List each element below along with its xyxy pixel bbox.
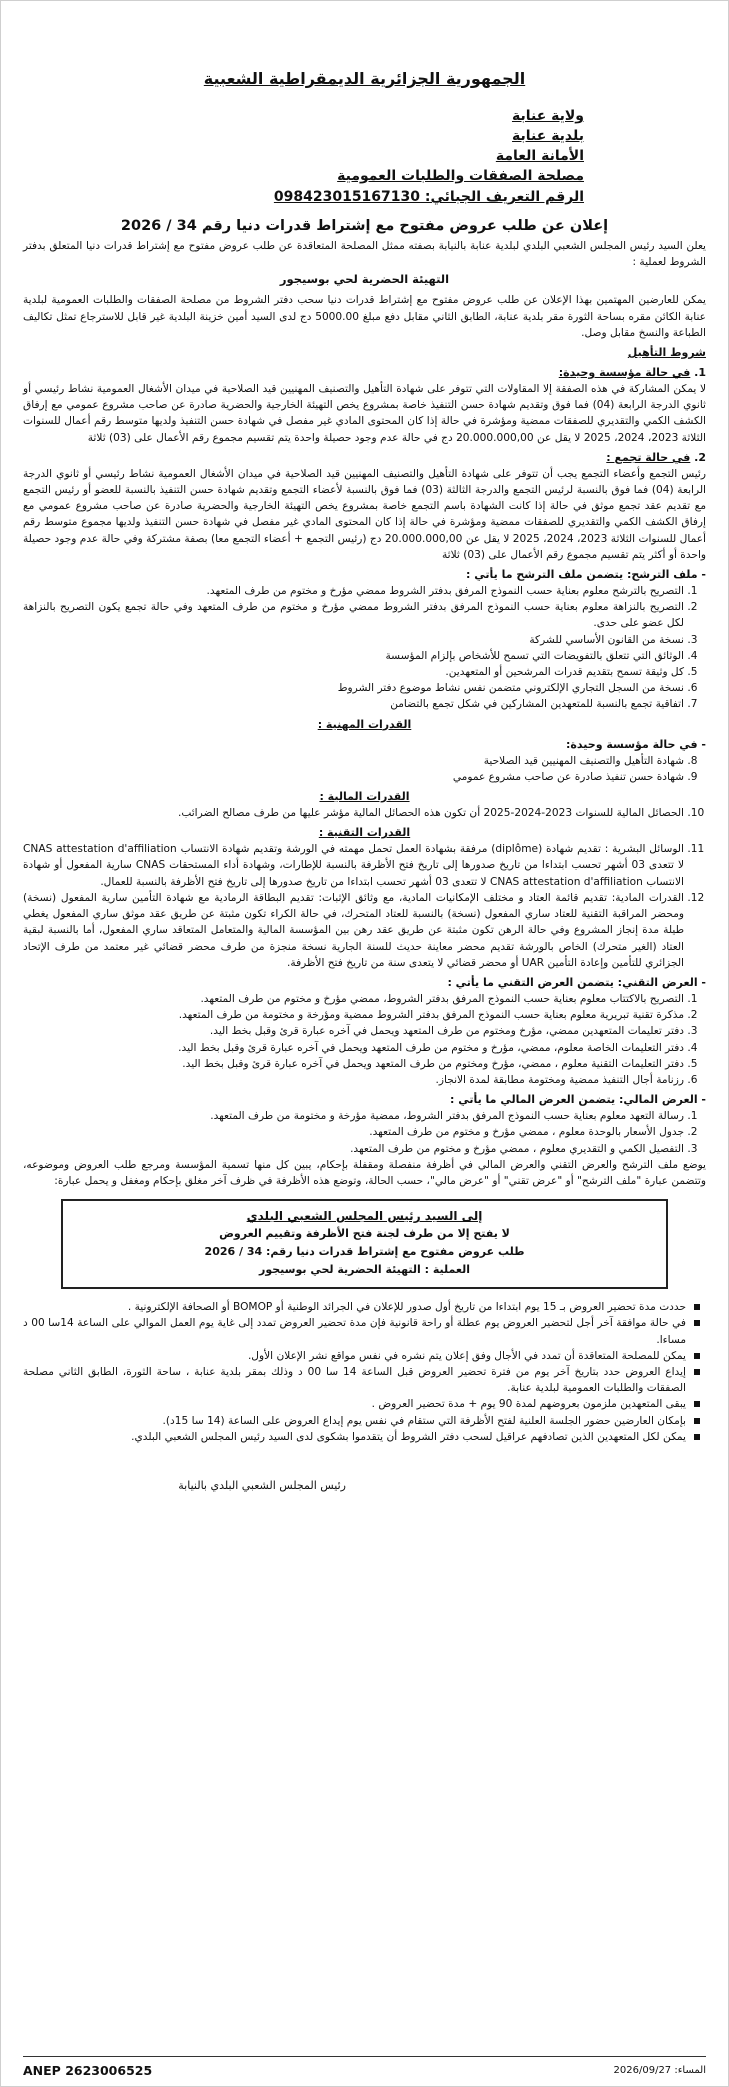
service-name: مصلحة الصفقات والطلبات العمومية bbox=[337, 168, 584, 184]
list-item: 8. شهادة التأهيل والتصنيف المهنيين قيد الصلاحية bbox=[23, 753, 684, 769]
professional-heading: القدرات المهنية : bbox=[317, 717, 412, 731]
list-item: يبقى المتعهدين ملزمون بعروضهم لمدة 90 يوم + مدة تحضير العروض . bbox=[23, 1396, 686, 1412]
box-line-3: العملية : التهيئة الحضرية لحي بوسيجور bbox=[259, 1263, 470, 1277]
tax-id: الرقم التعريف الجبائي: 098423015167130 bbox=[273, 189, 584, 205]
page-footer bbox=[23, 2056, 706, 2078]
candidature-heading: - ملف الترشح: يتضمن ملف الترشح ما يأتي : bbox=[466, 568, 706, 582]
list-item: 11. الوسائل البشرية : تقديم شهادة (diplôme) مرفقة بشهادة العمل تحمل مهمته في الورشة وتقديم شهادة الانتساب CNAS attestation d'affiliation لا تتعدى 03 أشهر تحسب ابتداءا من تاريخ صدورها إلى تاريخ فتح الأظرفة بالنسبة للإطارات، وشهادة أداء المستحقات CNAS سارية المفعول أو شهادة الانتساب CNAS attestation d'affiliation لا تتعدى 03 أشهر تحسب ابتداءا من تاريخ صدورها إلى تاريخ فتح الأظرفة بالنسبة للعمال. bbox=[23, 841, 684, 890]
list-item: حددت مدة تحضير العروض بـ 15 يوم ابتداءا من تاريخ أول صدور للإعلان في الجرائد الوطنية أو BOMOP أو الصحافة الإلكترونية . bbox=[23, 1299, 686, 1315]
list-item: 2. مذكرة تقنية تبريرية معلوم بعناية حسب النموذج المرفق بدفتر الشروط ممضية ومؤرخة و مختومة من طرف المتعهد. bbox=[23, 1007, 684, 1023]
financial-list bbox=[23, 805, 706, 821]
list-item: 3. التفصيل الكمي و التقديري معلوم ، ممضي مؤرخ و مختوم من طرف المتعهد. bbox=[23, 1141, 684, 1157]
list-item: 5. كل وثيقة تسمح بتقديم قدرات المرشحين أو المتعهدين. bbox=[23, 664, 684, 680]
case1-title: 1. في حالة مؤسسة وحيدة: bbox=[558, 366, 706, 380]
case2-title: 2. في حالة تجمع : bbox=[606, 450, 706, 464]
conditions-list bbox=[23, 1299, 706, 1445]
list-item: بإمكان العارضين حضور الجلسة العلنية لفتح الأظرفة التي ستقام في نفس يوم إيداع العروض على الساعة (14 سا 15د). bbox=[23, 1413, 686, 1429]
technical-heading: القدرات التقنية : bbox=[318, 826, 411, 840]
box-addressee: إلى السيد رئيس المجلس الشعبي البلدي bbox=[246, 1209, 483, 1224]
operation-title: التهيئة الحضرية لحي بوسيجور bbox=[279, 272, 450, 287]
secretariat-name: الأمانة العامة bbox=[495, 148, 584, 164]
notice-title: إعلان عن طلب عروض مفتوح مع إشتراط قدرات دنيا رقم 34 / 2026 bbox=[120, 218, 609, 234]
withdrawal-paragraph: يمكن للعارضين المهتمين بهذا الإعلان عن طلب عروض مفتوح مع إشتراط قدرات دنيا سحب دفتر الشروط من مصلحة الصفقات والطلبات العمومية لبلدية عنابة الكائن مقره بساحة الثورة مقر بلدية عنابة، الطابق الثاني مقابل دفع مبلغ 5000.00 دج لدى السيد أمين خزينة البلدية غير قابل للاسترجاع تمثل تكاليف الطباعة والنسخ مقابل وصل. bbox=[23, 294, 707, 339]
list-item: 6. رزنامة أجال التنفيذ ممضية ومختومة مطابقة لمدة الانجاز. bbox=[23, 1072, 684, 1088]
box-line-1: لا يفتح إلا من طرف لجنة فتح الأظرفة وتقييم العروض bbox=[219, 1227, 510, 1241]
qualification-heading: شروط التأهيل bbox=[627, 346, 706, 360]
list-item: يمكن للمصلحة المتعاقدة أن تمدد في الأجال وفق إعلان يتم نشره في نفس مواقع نشر الإعلان الأول. bbox=[23, 1348, 686, 1364]
list-item: 7. اتفاقية تجمع بالنسبة للمتعهدين المشاركين في شكل تجمع بالتضامن bbox=[23, 696, 684, 712]
list-item: في حالة موافقة آخر أجل لتحضير العروض يوم عطلة أو راحة قانونية فإن مدة تحضير العروض تمدد إلى غاية يوم العمل الموالي على الساعة 14سا 00 د مساءا. bbox=[23, 1315, 686, 1347]
professional-list bbox=[23, 753, 706, 785]
list-item: 4. دفتر التعليمات الخاصة معلوم، ممضي، مؤرخ و مختوم من طرف المتعهد ويحمل في آخره عبارة قرئ وقبل بخط اليد. bbox=[23, 1040, 684, 1056]
list-item: 3. نسخة من القانون الأساسي للشركة bbox=[23, 632, 684, 648]
signature: رئيس المجلس الشعبي البلدي بالنيابة bbox=[178, 1478, 346, 1492]
list-item: 1. رسالة التعهد معلوم بعناية حسب النموذج المرفق بدفتر الشروط، ممضية مؤرخة و مختومة من طرف المتعهد. bbox=[23, 1108, 684, 1124]
list-item: 6. نسخة من السجل التجاري الإلكتروني متضمن نفس نشاط موضوع دفتر الشروط bbox=[23, 680, 684, 696]
technical-list bbox=[23, 841, 706, 971]
technical-offer-heading: - العرض التقني: يتضمن العرض التقني ما يأتي : bbox=[447, 975, 706, 989]
commune-name: بلدية عنابة bbox=[512, 128, 584, 144]
envelope-paragraph: يوضع ملف الترشح والعرض التقني والعرض المالي في أظرفة منفصلة ومقفلة بإحكام، يبين كل منها تسمية المؤسسة ومرجع طلب العروض وموضوعه، وتتضمن عبارة "ملف الترشح" أو "عرض تقني" أو "عرض مالي"، حسب الحالة، وتوضع هذه الأظرفة في ظرف آخر مغلق بإحكام ومغفل و يحمل عبارة: bbox=[23, 1158, 706, 1187]
financial-heading: القدرات المالية : bbox=[319, 790, 410, 804]
anep-reference: ANEP 2623006525 bbox=[23, 2063, 153, 2078]
financial-offer-list bbox=[23, 1108, 706, 1157]
envelope-label-box bbox=[61, 1199, 668, 1289]
list-item: 9. شهادة حسن تنفيذ صادرة عن صاحب مشروع عمومي bbox=[23, 769, 684, 785]
list-item: 1. التصريح بالترشح معلوم بعناية حسب النموذج المرفق بدفتر الشروط ممضي مؤرخ و مختوم من طرف المتعهد. bbox=[23, 583, 684, 599]
intro-paragraph: يعلن السيد رئيس المجلس الشعبي البلدي لبلدية عنابة بالنيابة بصفته ممثل المصلحة المتعاقدة عن طلب عروض مفتوح مع إشتراط قدرات دنيا المتعلق بدفتر الشروط لعملية : bbox=[23, 240, 706, 269]
list-item: 2. التصريح بالنزاهة معلوم بعناية حسب النموذج المرفق بدفتر الشروط ممضي مؤرخ و مختوم من طرف المتعهد وفي حالة تجمع يكون التصريح بالنزاهة لكل عضو على حدى. bbox=[23, 599, 684, 631]
list-item: إيداع العروض حدد بتاريخ آخر يوم من فترة تحضير العروض قبل الساعة 14 سا 00 د وذلك بمقر بلدية عنابة ، ساحة الثورة، الطابق الثاني مصلحة الصفقات والطلبات العمومية لبلدية عنابة. bbox=[23, 1364, 686, 1396]
issuer-header bbox=[23, 106, 706, 208]
list-item: 12. القدرات المادية: تقديم قائمة العتاد و مختلف الإمكانيات المادية، مع وثائق الإثبات: تقديم البطاقة الرمادية مع شهادة التأمين سارية المفعول (نسخة) ومحضر المراقبة التقنية للعتاد ساري المفعول (نسخة) بالنسبة للعتاد المتحرك، في حالة الكراء تكون مثبتة عن طريق عقد موثق ساري المفعول يغطي طيلة مدة إنجاز المشروع وفي حالة الرهن تكون مثبتة عن طريق عقد رهن بين المؤسسة المالية والمتعامل المتعاقد ساري المفعول، أما بالنسبة لبقية العتاد (الغير متحرك) الخاص بالورشة تقديم محضر معاينة حديث للسنة الجارية نسخة منجزة من طرف محضر قضائي غير معتمد من طرف الإتحاد الجزائري للتأمين وإعادة التأمين UAR أو محضر قضائي لا يتعدى سنة من تاريخ فتح الأظرفة. bbox=[23, 890, 684, 971]
box-line-2: طلب عروض مفتوح مع إشتراط قدرات دنيا رقم: 34 / 2026 bbox=[204, 1245, 525, 1259]
candidature-list bbox=[23, 583, 706, 713]
case1-text: لا يمكن المشاركة في هذه الصفقة إلا المقاولات التي تتوفر على شهادة التأهيل والتصنيف المهنيين قيد الصلاحية في ميدان الأشغال العمومية نشاط رئيسي أو ثانوي الدرجة الرابعة (04) فما فوق وتقديم شهادة حسن التنفيذ خاصة بمشروع يخص التهيئة الخارجية والحضرية صادرة عن صاحب مشروع عمومي مع إرفاق الكشف الكمي والتقديري للصفقات ممضية ومؤشرة في حالة إذا كان المحتوى المادي غير مفصل في شهادة حسن التنفيذ ولديها متوسط رقم أعمال للسنوات الثلاثة 2023، 2024، 2025 لا يقل عن 20.000.000,00 دج في حالة عدم وجود حصيلة واحدة يتم تقسيم مجموع رقم الأعمال على (03) ثلاثة bbox=[23, 383, 706, 444]
financial-offer-heading: - العرض المالي: يتضمن العرض المالي ما يأتي : bbox=[449, 1093, 706, 1107]
list-item: 2. جدول الأسعار بالوحدة معلوم ، ممضي مؤرخ و مختوم من طرف المتعهد. bbox=[23, 1124, 684, 1140]
wilaya-name: ولاية عنابة bbox=[511, 108, 584, 124]
list-item: 3. دفتر تعليمات المتعهدين ممضي، مؤرخ ومختوم من طرف المتعهد ويحمل في آخره عبارة قرئ وقبل بخط اليد. bbox=[23, 1023, 684, 1039]
publication-date: المساء: 2026/09/27 bbox=[613, 2065, 706, 2076]
republic-title: الجمهورية الجزائرية الديمقراطية الشعبية bbox=[203, 69, 526, 88]
list-item: يمكن لكل المتعهدين الذين تصادفهم عراقيل لسحب دفتر الشروط أن يتقدموا بشكوى لدى السيد رئيس المجلس الشعبي البلدي. bbox=[23, 1429, 686, 1445]
list-item: 5. دفتر التعليمات التقنية معلوم ، ممضي، مؤرخ ومختوم من طرف المتعهد ويحمل في آخره عبارة قرئ وقبل بخط اليد. bbox=[23, 1056, 684, 1072]
professional-case: - في حالة مؤسسة وحيدة: bbox=[566, 737, 706, 751]
list-item: 10. الحصائل المالية للسنوات 2023-2024-2025 أن تكون هذه الحصائل المالية مؤشر عليها من طرف مصالح الضرائب. bbox=[23, 805, 684, 821]
list-item: 4. الوثائق التي تتعلق بالتفويضات التي تسمح للأشخاص بإلزام المؤسسة bbox=[23, 648, 684, 664]
technical-offer-list bbox=[23, 991, 706, 1088]
case2-text: رئيس التجمع وأعضاء التجمع يجب أن تتوفر على شهادة التأهيل والتصنيف المهنيين قيد الصلاحية في ميدان الأشغال العمومية نشاط رئيسي أو ثانوي الدرجة الرابعة (04) فما فوق بالنسبة لرئيس التجمع والدرجة الثالثة (03) فما فوق بالنسبة لأعضاء التجمع وتقديم شهادة حسن التنفيذ بالنسبة للعضو أو رئيس التجمع مع تقديم عقد تجمع موثق في حالة إذا كانت الشهادة باسم التجمع خاصة بمشروع يخص التهيئة الخارجية والحضرية صادرة عن صاحب مشروع عمومي مع إرفاق الكشف الكمي والتقديري للصفقات ممضية ومؤشرة في حالة إذا كان المحتوى المادي غير مفصل في شهادة حسن التنفيذ ولديها مجموع متوسط رقم أعمال للسنوات الثلاثة 2023، 2024، 2025 لا يقل عن 20.000.000,00 دج (رئيس التجمع + أعضاء التجمع معا) بصفة مشتركة وفي حالة عدم وجود حصيلة واحدة أو أكثر يتم تقسيم مجموع رقم الأعمال على (03) ثلاثة bbox=[23, 467, 706, 561]
list-item: 1. التصريح بالاكتتاب معلوم بعناية حسب النموذج المرفق بدفتر الشروط، ممضي مؤرخ و مختوم من طرف المتعهد. bbox=[23, 991, 684, 1007]
